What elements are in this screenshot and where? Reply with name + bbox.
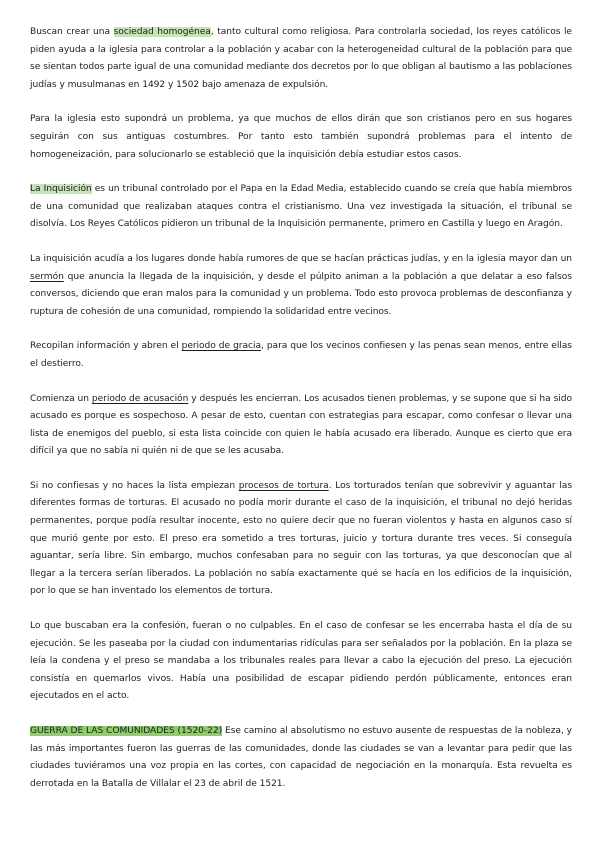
paragraph-grace-period (30, 338, 572, 373)
paragraph-text: La inquisición acudía a los lugares donde había rumores de que se hacían prácticas judías, y en la iglesia mayor dan un (30, 253, 572, 264)
paragraph-text: Para la iglesia esto supondrá un problema, ya que muchos de ellos dirán que son cristianos pero en sus hogares seguirán con sus antiguas costumbres. Por tanto esto también supondrá problemas para el intento de homogeneización, para solucionarlo se estableció que la inquisición debía estudiar estos casos. (30, 114, 572, 160)
paragraph-text: , tanto cultural como religiosa. Para controlarla sociedad, los reyes católicos le piden ayuda a la iglesia para controlar a la población y acabar con la heterogeneidad cultural de la población para que se sientan todos parte igual de una comunidad mediante dos decretos por lo que obligan al bautismo a las poblaciones judías y musulmanas en 1492 y 1502 bajo amenaza de expulsión. (30, 27, 572, 90)
highlight-term: La Inquisición (30, 184, 92, 195)
paragraph-text: Comienza un (30, 393, 92, 404)
highlight-heading: GUERRA DE LAS COMUNIDADES (1520-22) (30, 726, 223, 736)
underlined-term: procesos de tortura (238, 480, 329, 491)
underlined-term: periodo de acusación (91, 393, 189, 404)
paragraph-social-homogeneity (30, 24, 572, 94)
paragraph-text: Recopilan información y abren el (30, 341, 182, 352)
paragraph-text: es un tribunal controlado por el Papa en la Edad Media, establecido cuando se creía que había miembros de una comunidad que realizaban ataques contra el cristianismo. Una vez investigada la situación, el tribunal se disolvía. Los Reyes Católicos pidieron un tribunal de la Inquisición permanente, primero en Castilla y luego en Aragón. (30, 184, 572, 230)
paragraph-text: . Los torturados tenían que sobrevivir y aguantar las diferentes formas de torturas. El acusado no podía morir durante el caso de la inquisición, el tribunal no dejó heridas permanentes, porque podía resultar inocente, esto no quiere decir que no fueran violentos y hasta en algunos caso sí que murió gente por esto. El preso era sometido a tres torturas, juicio y tortura durante tres veces. Si conseguía aguantar, sería libre. Sin embargo, muchos confesaban para no seguir con las torturas, ya que desconocían que al llegar a la tercera serían liberados. La población no sabía exactamente qué se hacía en los edificios de la inquisición, por lo que se han inventado los elementos de tortura. (30, 480, 573, 597)
paragraph-church-problem (30, 111, 572, 164)
paragraph-text: Ese camino al absolutismo no estuvo ausente de respuestas de la nobleza, y las más importantes fueron las guerras de las comunidades, donde las ciudades se van a levantar para pedir que las ciudades tuviéramos una voz propia en las cortes, con capacidad de negociación en la monarquía. Esta revuelta es derrotada en la Batalla de Villalar el 23 de abril de 1521. (30, 726, 573, 789)
paragraph-torture (30, 478, 572, 601)
paragraph-comunidades-war (30, 723, 572, 793)
paragraph-confession (30, 618, 572, 706)
paragraph-sermon (30, 251, 572, 321)
paragraph-text: , para que los vecinos confiesen y las penas sean menos, entre ellas el destierro. (30, 341, 572, 369)
paragraph-text: y después les encierran. Los acusados tienen problemas, y se supone que si ha sido acusado es porque es sospechoso. A pesar de esto, cuentan con estrategias para escapar, como confesar o llevar una lista de enemigos del pueblo, si esta lista coincide con quien le había acusado era liberado. Aunque es cierto que era difícil ya que no sabía ni quién ni de que se les acusaba. (30, 393, 572, 457)
paragraph-accusation (30, 391, 572, 461)
paragraph-inquisition-definition (30, 181, 572, 234)
highlight-term: sociedad homogénea (113, 27, 211, 37)
paragraph-text: Buscan crear una (30, 27, 114, 37)
underlined-term: periodo de gracia (181, 341, 261, 352)
underlined-term: sermón (30, 271, 64, 282)
paragraph-text: que anuncia la llegada de la inquisición, y desde el púlpito animan a la población a que delatar a eso falsos conversos, diciendo que eran malos para la comunidad y un problema. Todo esto provoca problemas de desconfianza y ruptura de cohesión de una comunidad, rompiendo la solidaridad entre vecinos. (30, 271, 572, 317)
paragraph-text: Si no confiesas y no haces la lista empiezan (30, 480, 239, 491)
paragraph-text: Lo que buscaban era la confesión, fueran o no culpables. En el caso de confesar se les encerraba hasta el día de su ejecución. Se les paseaba por la ciudad con indumentarias ridículas para ser señalados por la población. En la plaza se leía la condena y el preso se mandaba a los tribunales reales para llevar a cabo la ejecución del preso. La ejecución consistía en quemarlos vivos. Había una posibilidad de escapar pidiendo perdón públicamente, entonces eran ejecutados en el acto. (30, 621, 572, 702)
